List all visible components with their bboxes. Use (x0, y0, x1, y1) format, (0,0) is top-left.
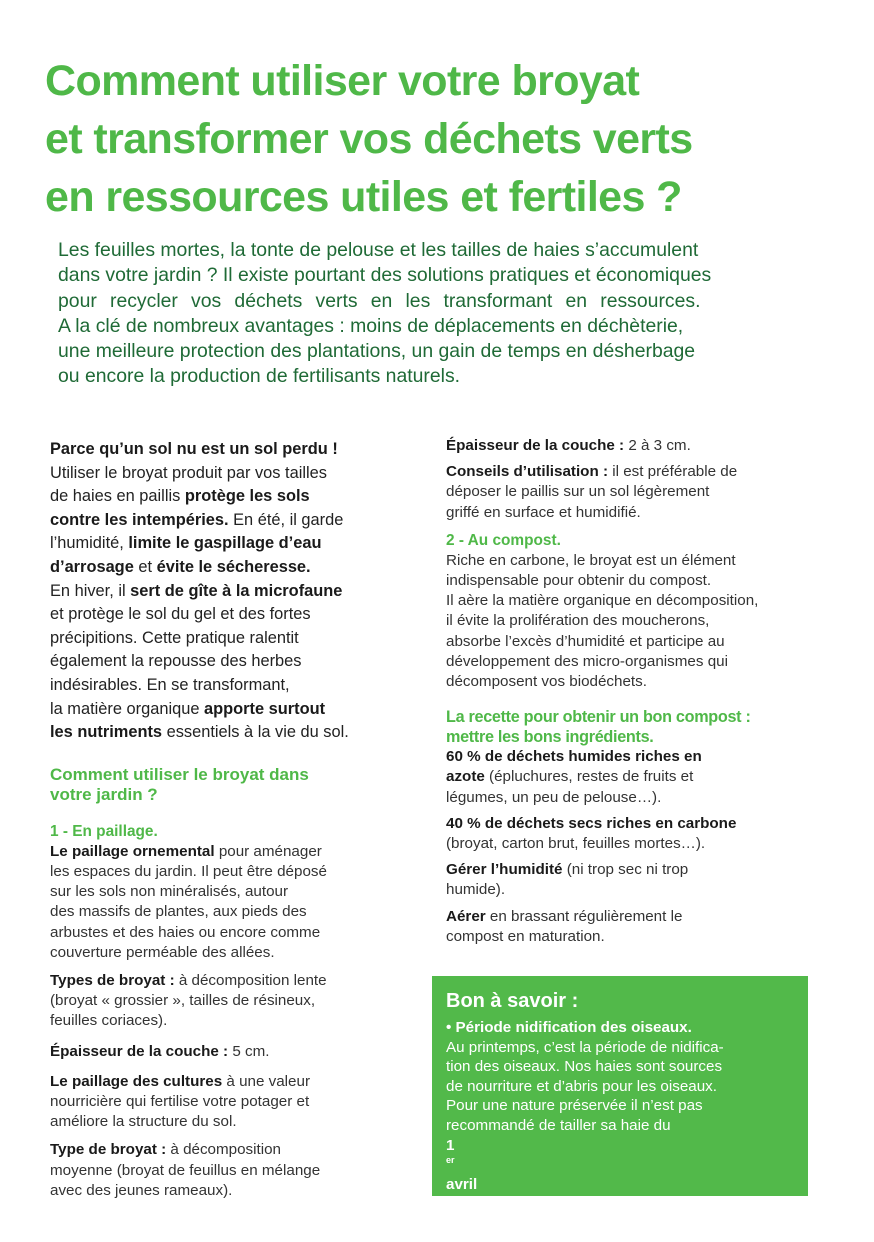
ornamental-paragraph: Le paillage ornemental pour aménager les espaces du jardin. Il peut être déposé sur les sols non minéralisés, autour des massifs de plantes, aux pieds des arbustes et des haies ou encore comme couverture perméable des allées. (50, 842, 327, 961)
good-to-know-box (432, 976, 808, 1240)
right-column (446, 436, 801, 947)
wet-waste-paragraph: 60 % de déchets humides riches en azote (épluchures, restes de fruits et légumes, un peu de pelouse…). (446, 748, 702, 806)
title-line: en ressources utiles et fertiles ? (45, 173, 682, 221)
intro-line: une meilleure protection des plantations, un gain de temps en désherbage (58, 340, 696, 363)
text-line: l’humidité, limite le gaspillage d’eau (50, 534, 322, 553)
title-line: Comment utiliser votre broyat (45, 57, 640, 105)
lead-heading: Parce qu’un sol nu est un sol perdu ! (50, 440, 338, 458)
compost-paragraph: Riche en carbone, le broyat est un élément indispensable pour obtenir du compost. Il aère la matière organique en décomposition, il évite la prolifération des moucherons, absorbe l’excès d’humidité et participe au développement des micro-organismes qui décomposent vos biodéchets. (446, 551, 759, 691)
step2-heading: 2 - Au compost. (446, 531, 561, 549)
text-line: indésirables. En se transformant, (50, 675, 290, 694)
dry-waste-paragraph: 40 % de déchets secs riches en carbone (broyat, carton brut, feuilles mortes…). (446, 814, 737, 853)
text-line: également la repousse des herbes (50, 652, 302, 671)
intro-line: pour recycler vos déchets verts en les transformant en ressources. (58, 289, 701, 312)
types-paragraph: Types de broyat : à décomposition lente (broyat « grossier », tailles de résineux, feuilles coriaces). (50, 971, 327, 1030)
box-item-nesting: • Période nidification des oiseaux. Au printemps, c’est la période de nidifica- tion des oiseaux. Nos haies sont sources de nourriture et d’abris pour les oiseaux. Pour une nature préservée il n’est pas recommandé de tailler sa haie du 1 $^{er}$ avril au 31 juillet. (446, 1019, 724, 1213)
text-line: contre les intempéries. En été, il garde (50, 510, 344, 529)
step1-heading: 1 - En paillage. (50, 822, 158, 840)
humidity-paragraph: Gérer l’humidité (ni trop sec ni trop humide). (446, 861, 689, 899)
text-line: d’arrosage et évite le sécheresse. (50, 557, 311, 576)
text-line: Utiliser le broyat produit par vos tailles (50, 463, 327, 482)
intro-line: ou encore la production de fertilisants naturels. (58, 365, 461, 388)
howto-heading: Comment utiliser le broyat dans votre jardin ? (50, 764, 309, 805)
box-item-burning: • Interdiction de brûler ses déchets verts. (446, 1222, 744, 1240)
intro-paragraph (58, 238, 804, 390)
intro-line: dans votre jardin ? Il existe pourtant des solutions pratiques et économiques (58, 264, 712, 287)
text-line: les nutriments essentiels à la vie du sol. (50, 723, 349, 742)
text-line: précipitions. Cette pratique ralentit (50, 628, 299, 647)
text-line: En hiver, il sert de gîte à la microfaune (50, 581, 343, 600)
title-line: et transformer vos déchets verts (45, 115, 693, 163)
text-line: la matière organique apporte surtout (50, 699, 326, 718)
recipe-heading: La recette pour obtenir un bon compost : mettre les bons ingrédients. (446, 708, 751, 746)
text-line: de haies en paillis protège les sols (50, 487, 310, 506)
left-column (50, 438, 395, 1201)
advice-paragraph: Conseils d’utilisation : il est préférable de déposer le paillis sur un sol légèrement griffé en surface et humidifié. (446, 463, 738, 521)
thickness-paragraph: Épaisseur de la couche : 5 cm. (50, 1042, 270, 1060)
aerate-paragraph: Aérer en brassant régulièrement le compost en maturation. (446, 907, 683, 945)
cultures-paragraph: Le paillage des cultures à une valeur nourricière qui fertilise votre potager et améliore la structure du sol. (50, 1072, 310, 1131)
box-heading: Bon à savoir : (446, 990, 579, 1012)
thickness2-paragraph: Épaisseur de la couche : 2 à 3 cm. (446, 437, 691, 454)
lead-paragraph (50, 438, 395, 745)
intro-line: Les feuilles mortes, la tonte de pelouse et les tailles de haies s’accumulent (58, 239, 699, 261)
type2-paragraph: Type de broyat : à décomposition moyenne (broyat de feuillus en mélange avec des jeunes rameaux). (50, 1141, 321, 1199)
intro-line: A la clé de nombreux avantages : moins de déplacements en déchèterie, (58, 314, 684, 337)
text-line: et protège le sol du gel et des fortes (50, 605, 311, 624)
page-title (45, 52, 845, 226)
